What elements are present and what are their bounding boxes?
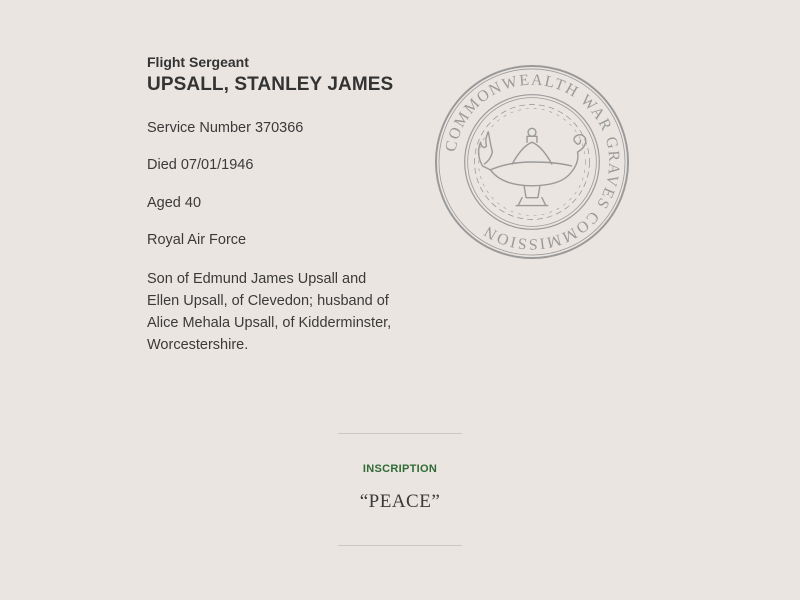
date-of-death: Died 07/01/1946 (147, 157, 254, 173)
additional-info: Son of Edmund James Upsall and Ellen Upsall, of Clevedon; husband of Alice Mehala Upsall, of Kidderminster, Worcestershire. (147, 271, 392, 353)
cwgc-seal-logo (433, 63, 631, 261)
unit: Royal Air Force (147, 232, 247, 248)
age: Aged 40 (147, 195, 202, 211)
inscription-text: “PEACE” (359, 491, 441, 512)
seal-text: COMMONWEALTH WAR GRAVES COMMISSION (442, 71, 623, 253)
rank: Flight Sergeant (147, 54, 249, 70)
oil-lamp-icon (479, 128, 586, 205)
casualty-name: UPSALL, STANLEY JAMES (147, 74, 394, 95)
divider-top (338, 433, 462, 434)
inscription-label: INSCRIPTION (362, 463, 438, 475)
divider-bottom (338, 545, 462, 546)
service-number: Service Number 370366 (147, 120, 304, 136)
